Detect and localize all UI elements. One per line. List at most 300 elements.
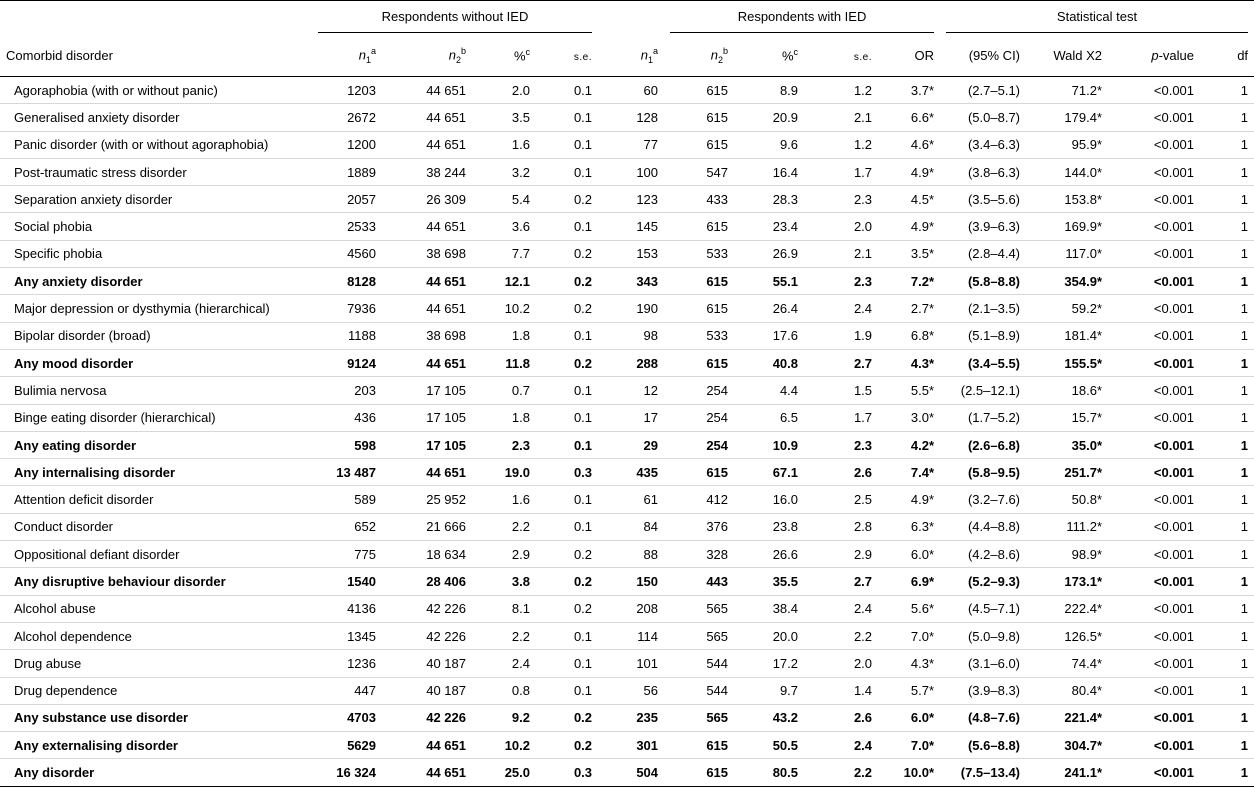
cell-ied-n2: 565 <box>706 601 729 617</box>
col-header-ied-pct: %$^c$ <box>781 47 799 64</box>
cell-n2: 40 187 <box>426 655 466 671</box>
cell-pct: 2.0 <box>511 82 530 98</box>
cell-p-value: <0.001 <box>1153 410 1195 426</box>
cell-ied-pct: 40.8 <box>772 355 799 371</box>
cell-disorder: Any substance use disorder <box>14 710 189 726</box>
group-label-without: Respondents without IED <box>318 9 592 33</box>
cell-disorder: Attention deficit disorder <box>14 492 154 508</box>
cell-n1: 2533 <box>347 219 376 235</box>
cell-ci: (5.8–9.5) <box>967 464 1021 480</box>
cell-df: 1 <box>1240 628 1249 644</box>
cell-ied-n1: 208 <box>636 601 659 617</box>
cell-ci: (2.5–12.1) <box>960 382 1021 398</box>
cell-pct: 1.8 <box>511 410 530 426</box>
cell-ied-se: 1.2 <box>853 82 873 98</box>
cell-n1: 1236 <box>347 655 376 671</box>
col-header-ci: (95% CI) <box>968 48 1021 63</box>
cell-pct: 19.0 <box>504 464 530 480</box>
cell-se: 0.2 <box>573 301 593 317</box>
cell-ied-n1: 60 <box>643 82 659 98</box>
col-header-ied-se: s.e. <box>853 52 873 63</box>
cell-se: 0.1 <box>573 109 593 125</box>
cell-disorder: Post-traumatic stress disorder <box>14 164 187 180</box>
cell-pct: 2.9 <box>511 546 530 562</box>
cell-wald: 173.1* <box>1064 573 1103 589</box>
table-row <box>0 513 1254 540</box>
cell-ied-pct: 4.4 <box>779 382 799 398</box>
cell-ied-n2: 615 <box>706 137 729 153</box>
table-row <box>0 704 1254 731</box>
cell-or: 4.5* <box>910 191 935 207</box>
cell-ci: (5.0–8.7) <box>967 109 1021 125</box>
cell-pct: 5.4 <box>511 191 530 207</box>
cell-df: 1 <box>1240 301 1249 317</box>
cell-p-value: <0.001 <box>1153 765 1195 781</box>
cell-ied-n2: 615 <box>706 219 729 235</box>
cell-ied-n1: 301 <box>636 737 659 753</box>
cell-disorder: Any disruptive behaviour disorder <box>14 573 226 589</box>
cell-or: 10.0* <box>903 765 935 781</box>
cell-ied-n1: 12 <box>643 382 659 398</box>
cell-ied-pct: 26.9 <box>772 246 799 262</box>
cell-se: 0.2 <box>573 191 593 207</box>
cell-ied-se: 2.4 <box>853 301 873 317</box>
cell-df: 1 <box>1240 82 1249 98</box>
cell-or: 6.3* <box>910 519 935 535</box>
cell-wald: 117.0* <box>1065 246 1103 262</box>
table-row <box>0 595 1254 622</box>
cell-ied-pct: 26.4 <box>772 301 799 317</box>
cell-df: 1 <box>1240 546 1249 562</box>
cell-p-value: <0.001 <box>1153 628 1195 644</box>
cell-pct: 3.8 <box>511 573 530 589</box>
cell-n1: 775 <box>354 546 376 562</box>
cell-df: 1 <box>1240 191 1249 207</box>
cell-ied-se: 2.4 <box>853 737 873 753</box>
cell-n1: 1540 <box>347 573 376 589</box>
cell-ied-pct: 10.9 <box>772 437 799 453</box>
cell-or: 4.3* <box>910 355 935 371</box>
cell-df: 1 <box>1240 737 1249 753</box>
cell-n2: 38 698 <box>426 246 466 262</box>
cell-n2: 17 105 <box>426 437 466 453</box>
table-row <box>0 349 1254 376</box>
table-row <box>0 77 1254 104</box>
cell-ied-se: 2.2 <box>853 628 873 644</box>
cell-disorder: Alcohol abuse <box>14 601 96 617</box>
cell-n2: 44 651 <box>426 765 466 781</box>
cell-wald: 18.6* <box>1071 382 1103 398</box>
cell-df: 1 <box>1240 519 1249 535</box>
cell-ied-se: 2.7 <box>853 573 873 589</box>
cell-ied-n2: 443 <box>706 573 729 589</box>
cell-pct: 8.1 <box>511 601 530 617</box>
cell-df: 1 <box>1240 219 1249 235</box>
group-header-with-ied <box>664 1 940 36</box>
cell-se: 0.2 <box>573 737 593 753</box>
cell-ied-pct: 16.0 <box>772 492 799 508</box>
cell-n1: 589 <box>354 492 376 508</box>
cell-ied-se: 1.4 <box>853 683 873 699</box>
cell-disorder: Any externalising disorder <box>14 737 178 753</box>
cell-pct: 1.6 <box>511 137 530 153</box>
cell-n1: 7936 <box>347 301 376 317</box>
cell-ied-n2: 254 <box>706 410 729 426</box>
cell-wald: 144.0* <box>1064 164 1103 180</box>
cell-disorder: Conduct disorder <box>14 519 113 535</box>
cell-wald: 98.9* <box>1071 546 1103 562</box>
cell-ied-n2: 565 <box>706 710 729 726</box>
cell-ied-pct: 17.6 <box>772 328 799 344</box>
cell-n2: 18 634 <box>426 546 466 562</box>
table-row <box>0 677 1254 704</box>
cell-ci: (3.2–7.6) <box>967 492 1021 508</box>
cell-wald: 221.4* <box>1064 710 1103 726</box>
cell-ied-pct: 23.8 <box>772 519 799 535</box>
table-row <box>0 404 1254 431</box>
cell-pct: 12.1 <box>504 273 530 289</box>
cell-or: 6.6* <box>910 109 935 125</box>
cell-n2: 40 187 <box>426 683 466 699</box>
cell-ci: (4.2–8.6) <box>967 546 1021 562</box>
cell-df: 1 <box>1240 164 1249 180</box>
cell-wald: 95.9* <box>1071 137 1103 153</box>
cell-disorder: Alcohol dependence <box>14 628 132 644</box>
cell-disorder: Binge eating disorder (hierarchical) <box>14 410 216 426</box>
cell-n1: 1200 <box>347 137 376 153</box>
cell-se: 0.2 <box>573 710 593 726</box>
cell-n2: 42 226 <box>426 628 466 644</box>
cell-pct: 2.2 <box>511 628 530 644</box>
cell-pct: 10.2 <box>504 737 530 753</box>
table-row <box>0 431 1254 458</box>
cell-disorder: Bulimia nervosa <box>14 382 107 398</box>
cell-p-value: <0.001 <box>1153 273 1195 289</box>
cell-p-value: <0.001 <box>1153 492 1195 508</box>
cell-or: 6.0* <box>910 710 935 726</box>
table-row <box>0 459 1254 486</box>
group-header-row <box>0 1 1254 36</box>
cell-ied-pct: 20.0 <box>772 628 799 644</box>
table-row <box>0 486 1254 513</box>
cell-p-value: <0.001 <box>1153 655 1195 671</box>
cell-disorder: Bipolar disorder (broad) <box>14 328 151 344</box>
cell-pct: 2.3 <box>511 437 530 453</box>
cell-or: 6.8* <box>910 328 935 344</box>
cell-wald: 50.8* <box>1071 492 1103 508</box>
cell-wald: 74.4* <box>1071 655 1103 671</box>
cell-ci: (5.6–8.8) <box>967 737 1021 753</box>
cell-ied-n2: 615 <box>706 765 729 781</box>
cell-n2: 44 651 <box>426 137 466 153</box>
table-row <box>0 104 1254 131</box>
table-row <box>0 622 1254 649</box>
cell-disorder: Any internalising disorder <box>14 464 176 480</box>
cell-ied-se: 2.3 <box>853 191 873 207</box>
col-header-n1: $n_1^a$ <box>358 46 376 65</box>
cell-se: 0.2 <box>573 601 593 617</box>
cell-p-value: <0.001 <box>1153 737 1195 753</box>
cell-ied-se: 2.2 <box>853 765 873 781</box>
cell-se: 0.1 <box>573 492 593 508</box>
cell-pct: 2.2 <box>511 519 530 535</box>
group-label-with: Respondents with IED <box>670 9 934 33</box>
cell-or: 7.4* <box>910 464 935 480</box>
col-header-disorder: Comorbid disorder <box>6 48 113 63</box>
cell-n1: 5629 <box>347 737 376 753</box>
cell-se: 0.2 <box>573 355 593 371</box>
cell-disorder: Specific phobia <box>14 246 103 262</box>
cell-disorder: Drug abuse <box>14 655 82 671</box>
group-header-gap <box>598 1 664 36</box>
cell-wald: 15.7* <box>1071 410 1103 426</box>
col-header-pct: %$^c$ <box>513 47 530 64</box>
cell-n2: 17 105 <box>426 410 466 426</box>
col-header-ied-n1: $n_1^a$ <box>640 46 659 65</box>
cell-n2: 26 309 <box>426 191 466 207</box>
cell-ci: (2.1–3.5) <box>967 301 1021 317</box>
cell-ied-se: 2.1 <box>853 246 873 262</box>
table-row <box>0 322 1254 349</box>
cell-wald: 169.9* <box>1064 219 1103 235</box>
cell-ied-n1: 343 <box>636 273 659 289</box>
col-header-ied-n2: $n_2^b$ <box>710 46 729 65</box>
cell-df: 1 <box>1240 382 1249 398</box>
cell-se: 0.1 <box>573 219 593 235</box>
cell-ied-pct: 35.5 <box>772 573 799 589</box>
table-row <box>0 732 1254 759</box>
cell-ied-n2: 547 <box>706 164 729 180</box>
cell-ied-n1: 504 <box>636 765 659 781</box>
cell-ci: (4.5–7.1) <box>967 601 1021 617</box>
cell-ied-n2: 254 <box>706 437 729 453</box>
cell-pct: 1.6 <box>511 492 530 508</box>
cell-disorder: Any eating disorder <box>14 437 137 453</box>
cell-se: 0.1 <box>573 410 593 426</box>
cell-n2: 42 226 <box>426 601 466 617</box>
cell-se: 0.1 <box>573 382 593 398</box>
cell-p-value: <0.001 <box>1153 219 1195 235</box>
cell-p-value: <0.001 <box>1153 464 1195 480</box>
cell-n1: 4560 <box>347 246 376 262</box>
cell-wald: 179.4* <box>1064 109 1103 125</box>
cell-n2: 44 651 <box>426 737 466 753</box>
cell-disorder: Major depression or dysthymia (hierarchical) <box>14 301 270 317</box>
cell-ied-n1: 17 <box>643 410 659 426</box>
table-row <box>0 759 1254 786</box>
cell-p-value: <0.001 <box>1153 109 1195 125</box>
cell-ied-pct: 16.4 <box>772 164 799 180</box>
cell-or: 7.0* <box>910 628 935 644</box>
cell-df: 1 <box>1240 683 1249 699</box>
cell-ci: (2.6–6.8) <box>967 437 1021 453</box>
cell-ied-pct: 38.4 <box>772 601 799 617</box>
cell-wald: 304.7* <box>1064 737 1103 753</box>
cell-ied-n1: 128 <box>636 109 659 125</box>
cell-pct: 2.4 <box>511 655 530 671</box>
cell-p-value: <0.001 <box>1153 82 1195 98</box>
cell-p-value: <0.001 <box>1153 164 1195 180</box>
group-label-stat: Statistical test <box>946 9 1248 33</box>
group-header-without-ied <box>312 1 598 36</box>
cell-ied-n2: 615 <box>706 82 729 98</box>
cell-p-value: <0.001 <box>1153 137 1195 153</box>
group-header-empty <box>0 1 312 36</box>
cell-ied-pct: 50.5 <box>772 737 799 753</box>
cell-n1: 1345 <box>347 628 376 644</box>
cell-n2: 44 651 <box>426 273 466 289</box>
cell-n2: 44 651 <box>426 109 466 125</box>
cell-se: 0.1 <box>573 655 593 671</box>
cell-n1: 4136 <box>347 601 376 617</box>
cell-ied-n1: 88 <box>643 546 659 562</box>
cell-df: 1 <box>1240 492 1249 508</box>
cell-n1: 1889 <box>347 164 376 180</box>
cell-ci: (3.5–5.6) <box>967 191 1021 207</box>
cell-n2: 42 226 <box>426 710 466 726</box>
cell-n1: 1203 <box>347 82 376 98</box>
cell-n1: 436 <box>354 410 376 426</box>
cell-wald: 35.0* <box>1071 437 1103 453</box>
cell-se: 0.2 <box>573 573 593 589</box>
cell-se: 0.3 <box>573 765 593 781</box>
cell-disorder: Generalised anxiety disorder <box>14 109 180 125</box>
cell-ci: (5.2–9.3) <box>967 573 1021 589</box>
cell-ied-n2: 615 <box>706 737 729 753</box>
cell-ied-pct: 6.5 <box>779 410 799 426</box>
cell-pct: 9.2 <box>511 710 530 726</box>
cell-n2: 25 952 <box>426 492 466 508</box>
cell-ied-n2: 412 <box>706 492 729 508</box>
group-header-statistical-test <box>940 1 1254 36</box>
cell-pct: 11.8 <box>505 355 530 371</box>
cell-ied-se: 2.7 <box>853 355 873 371</box>
cell-pct: 3.5 <box>511 109 530 125</box>
table-body <box>0 77 1254 787</box>
cell-ied-n2: 615 <box>706 301 729 317</box>
cell-ied-n2: 565 <box>706 628 729 644</box>
cell-or: 4.2* <box>910 437 935 453</box>
cell-df: 1 <box>1240 328 1249 344</box>
cell-p-value: <0.001 <box>1153 301 1195 317</box>
col-header-p: p-value <box>1151 48 1195 63</box>
cell-ied-se: 2.1 <box>853 109 873 125</box>
cell-p-value: <0.001 <box>1153 710 1195 726</box>
cell-ci: (3.4–5.5) <box>967 355 1021 371</box>
cell-se: 0.1 <box>573 519 593 535</box>
cell-df: 1 <box>1240 437 1249 453</box>
cell-n1: 8128 <box>347 273 376 289</box>
cell-ci: (3.9–6.3) <box>967 219 1021 235</box>
col-header-n2: $n_2^b$ <box>448 46 466 65</box>
cell-n1: 2057 <box>347 191 376 207</box>
cell-or: 7.0* <box>910 737 935 753</box>
cell-n1: 598 <box>354 437 376 453</box>
column-header-row <box>0 35 1254 77</box>
cell-ied-n2: 328 <box>706 546 729 562</box>
cell-ied-n1: 145 <box>636 219 659 235</box>
cell-wald: 59.2* <box>1071 301 1103 317</box>
cell-df: 1 <box>1240 355 1249 371</box>
cell-ied-se: 1.7 <box>853 164 873 180</box>
cell-n2: 28 406 <box>426 573 466 589</box>
cell-n2: 38 698 <box>426 328 466 344</box>
cell-ied-n1: 84 <box>643 519 659 535</box>
cell-wald: 80.4* <box>1071 683 1103 699</box>
cell-ied-se: 2.6 <box>853 464 873 480</box>
cell-ied-se: 2.0 <box>853 219 873 235</box>
cell-wald: 251.7* <box>1064 464 1103 480</box>
cell-pct: 25.0 <box>504 765 530 781</box>
cell-wald: 111.2* <box>1066 519 1103 535</box>
cell-n2: 21 666 <box>426 519 466 535</box>
cell-n2: 17 105 <box>426 382 466 398</box>
cell-ied-se: 2.5 <box>853 492 873 508</box>
cell-ied-n1: 235 <box>636 710 659 726</box>
cell-ied-pct: 23.4 <box>772 219 799 235</box>
cell-ci: (3.4–6.3) <box>967 137 1021 153</box>
cell-or: 5.6* <box>910 601 935 617</box>
col-header-df: df <box>1237 48 1249 63</box>
cell-n2: 38 244 <box>426 164 466 180</box>
cell-wald: 126.5* <box>1064 628 1103 644</box>
cell-df: 1 <box>1240 464 1249 480</box>
cell-or: 2.7* <box>910 301 935 317</box>
cell-wald: 153.8* <box>1064 191 1103 207</box>
cell-or: 3.7* <box>910 82 935 98</box>
cell-ci: (4.8–7.6) <box>967 710 1021 726</box>
cell-n1: 9124 <box>347 355 376 371</box>
col-header-se: s.e. <box>573 52 593 63</box>
cell-ci: (5.0–9.8) <box>967 628 1021 644</box>
cell-disorder: Any anxiety disorder <box>14 273 143 289</box>
cell-p-value: <0.001 <box>1153 437 1195 453</box>
cell-or: 6.9* <box>910 573 935 589</box>
cell-or: 4.9* <box>910 492 935 508</box>
cell-ied-n1: 61 <box>643 492 659 508</box>
table-row <box>0 240 1254 267</box>
cell-disorder: Drug dependence <box>14 683 118 699</box>
cell-ied-pct: 55.1 <box>772 273 799 289</box>
cell-ci: (4.4–8.8) <box>967 519 1021 535</box>
table-row <box>0 131 1254 158</box>
cell-or: 3.5* <box>910 246 935 262</box>
cell-ied-n2: 533 <box>706 328 729 344</box>
cell-ied-pct: 8.9 <box>779 82 799 98</box>
cell-n1: 2672 <box>347 109 376 125</box>
cell-p-value: <0.001 <box>1153 355 1195 371</box>
cell-ied-n1: 190 <box>636 301 659 317</box>
cell-ied-pct: 20.9 <box>772 109 799 125</box>
cell-ied-n2: 615 <box>706 273 729 289</box>
cell-wald: 71.2* <box>1071 82 1103 98</box>
cell-ied-se: 2.4 <box>853 601 873 617</box>
cell-wald: 181.4* <box>1064 328 1103 344</box>
col-header-or: OR <box>914 48 935 63</box>
cell-ied-se: 2.9 <box>853 546 873 562</box>
cell-df: 1 <box>1240 137 1249 153</box>
cell-ied-pct: 26.6 <box>772 546 799 562</box>
cell-or: 4.9* <box>910 219 935 235</box>
cell-df: 1 <box>1240 710 1249 726</box>
cell-disorder: Oppositional defiant disorder <box>14 546 180 562</box>
cell-ied-pct: 43.2 <box>772 710 799 726</box>
cell-ied-se: 2.3 <box>853 437 873 453</box>
cell-p-value: <0.001 <box>1153 519 1195 535</box>
cell-ied-n1: 150 <box>636 573 659 589</box>
cell-ied-pct: 9.7 <box>779 683 799 699</box>
cell-se: 0.1 <box>573 437 593 453</box>
